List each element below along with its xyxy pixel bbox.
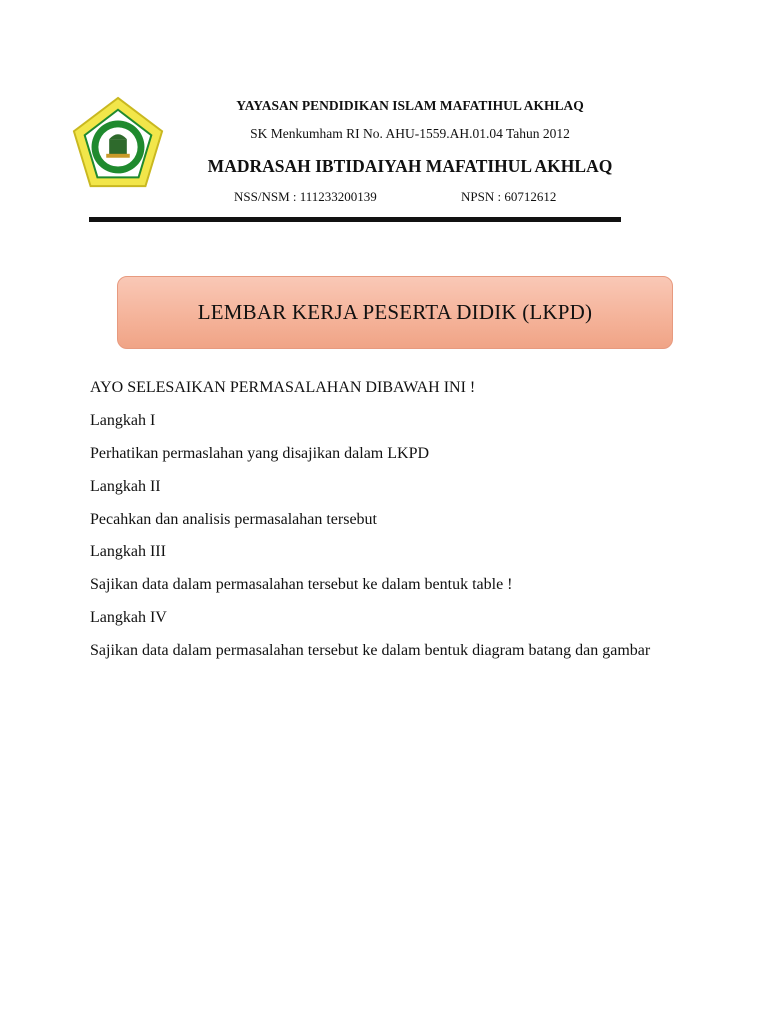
- step-4-heading: Langkah IV: [90, 609, 167, 626]
- school-name: MADRASAH IBTIDAIYAH MAFATIHUL AKHLAQ: [207, 156, 613, 176]
- step-4-text: Sajikan data dalam permasalahan tersebut ke dalam bentuk diagram batang dan gambar: [90, 642, 651, 659]
- step-1-heading: Langkah I: [90, 412, 156, 429]
- intro-instruction: AYO SELESAIKAN PERMASALAHAN DIBAWAH INI !: [90, 379, 476, 396]
- nss-number: NSS/NSM : 111233200139: [234, 189, 377, 204]
- step-3-text: Sajikan data dalam permasalahan tersebut ke dalam bentuk table !: [90, 576, 513, 593]
- header-divider: [89, 217, 621, 222]
- npsn-number: NPSN : 60712612: [461, 189, 557, 204]
- sk-decree: SK Menkumham RI No. AHU-1559.AH.01.04 Tahun 2012: [250, 126, 570, 141]
- step-2-heading: Langkah II: [90, 478, 161, 495]
- worksheet-title: LEMBAR KERJA PESERTA DIDIK (LKPD): [197, 300, 593, 324]
- school-logo: [68, 96, 168, 194]
- school-emblem-icon: [68, 96, 168, 194]
- svg-text:MI: MI: [115, 166, 121, 172]
- step-1-text: Perhatikan permaslahan yang disajikan dalam LKPD: [90, 445, 430, 462]
- foundation-name: YAYASAN PENDIDIKAN ISLAM MAFATIHUL AKHLAQ: [236, 98, 584, 113]
- step-3-heading: Langkah III: [90, 543, 166, 560]
- step-2-text: Pecahkan dan analisis permasalahan tersebut: [90, 511, 377, 528]
- worksheet-title-box: [117, 276, 673, 349]
